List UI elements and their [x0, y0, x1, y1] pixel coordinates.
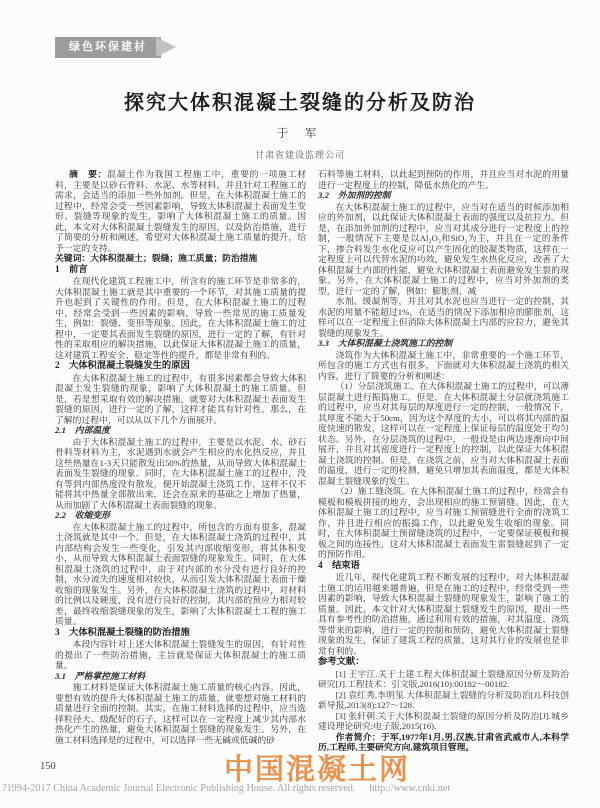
subsection-heading: 3.1 严格掌控施工材料 — [55, 670, 146, 681]
reference-item: [2] 袁红秀,李明玺.大体积混凝土裂缝的分析及防治[J].科技创新导报,2013(8):127～128. — [318, 689, 569, 710]
body-paragraph: 在大体积混凝土施工的过程中，有很多因素都会导致大体积混凝土发生裂缝的现象，影响了大体积混凝土的施工质量。但是，若是想采取有效的解决措施，就要对大体积混凝土表面发生裂缝的原因，进行一定的了解，这样才能具有针对性。那么，在了解的过程中，可以从以下几个方面展开。 — [55, 372, 306, 425]
keywords-label: 关键词： — [55, 253, 91, 263]
body-paragraph: 本段内容针对上述大体积混凝土裂缝发生的原因，有针对性的提出了一些防治措施，主旨就是保证大体积混凝土的施工质量。 — [55, 639, 306, 670]
author-bio: 作者简介：于军,1977年1月,男,汉族,甘肃省武威市人,本科学历,工程师,主要研究方向,建筑项目管理。 — [318, 731, 569, 752]
tag-arrow-icon — [156, 37, 176, 57]
body-paragraph: （1）分层浇筑施工。在大体积混凝土施工的过程中，可以薄层混凝土进行振捣施工。但是，在大体积混凝土分层就浇筑施工的过程中，应当对其每层的厚度进行一定的控制，一般情况下，其厚度不能大于50cm，因为这个厚度的大小，可以将其内部的温度快速的散发，这样可以在一定程度上保证每层的温度处于均匀状态。另外，在分层浇筑的过程中，一般设是由两边逐渐向中间展开，并且对其密度进行一定程度上的控制，以此保证大体积混凝土浇筑的控制。但是，在浇筑之前，应当对大体积混凝土表面的温度，进行一定的检测，避免只增加其表面温度，都是大体积混凝土裂缝现象的发生。 — [318, 381, 569, 486]
page-title: 探究大体积混凝土裂缝的分析及防治 — [124, 92, 476, 114]
section-heading: 3 大体积混凝土裂缝的防治措施 — [55, 627, 190, 638]
subsection-heading: 3.2 外加剂的控制 — [318, 190, 391, 200]
body-paragraph: 在大体积混凝土施工的过程中，所包含的方面有很多，混凝土浇筑就是其中一个。但是，在大体积混凝土浇筑的过程中，其内部结构会发生一些变化，引发其内部收缩变形，将其体积变小，从而导致大体积混凝土表面裂缝的现象发生。同时，在大体积混凝土浇筑的过程中，由于对内部的水分没有进行良好的控制，水分流失的速度相对较快，从而引发大体积混凝土表面干燥收缩的现象发生。另外，在大体积混凝土浇筑的过程中，对材料的比例以及硬度，没有进行良好的控制，其内部的预应力相对较差，最终收缩裂缝现象的发生，影响了大体积混凝土工程的施工质量。 — [55, 521, 306, 626]
copyright-text: ?1994-2017 China Academic Journal Electronic Publishing House. All rights reserved. — [2, 783, 356, 794]
keywords: 关键词：大体积混凝土；裂缝；施工质量；防治措施 — [55, 253, 258, 263]
body-paragraph: 由于大体积混凝土施工的过程中，主要是以水泥、水、砂石骨料等材料为主，水泥遇到水就会产生相应的水化热反应，并且这些热量在1-3天只能散发出50%的热量，从而导致大体积混凝土表面发生裂缝的现象。同时，在大体积混凝土施工的过程中，没有等到内部热度没有散发，便开始混凝土浇筑工作，这样不仅不能将其中热量全部散出来，还会在原来的基础之上增加了热量，从而加剧了大体积混凝土表面裂缝的现象。 — [55, 436, 306, 510]
bio-label: 作者简介： — [335, 731, 381, 742]
body-paragraph: 浇筑作为大体积混凝土施工中，非常重要的一个施工环节，所包含的施工方式也有很多，下面就对大体积混凝土浇筑的相关内容，进行了简要的分析和阐述： — [318, 349, 569, 381]
body-paragraph: 近几年，现代化建筑工程不断发展的过程中，对大体积混凝土施工的运用越来越普遍，但是在施工的过程中，经常受到一些因素的影响，导致大体积混凝土裂缝的现象发生，影响了施工的质量。因此，本文针对大体积混凝土裂缝发生的原因，提出一些具有参考性的防治措施，通过利用有效的措施，对其温度、浇筑等带来的影响，进行一定的控制和预防，避免大体积混凝土裂缝现象的发生，保证了建筑工程的质量，这对其行业的发展也是非常有利的。 — [318, 572, 569, 656]
author-name: 于 军 — [276, 128, 324, 140]
section-heading: 1 前言 — [55, 264, 88, 275]
body-paragraph: 水剂、缓凝剂等，并且对其水泥也应当进行一定的控制，其水泥的用量不能超过1%，在适当的情况下添加相应的膨胀剂，这样可以在一定程度上但消除大体积混凝土内部的应拉力，避免其裂缝的现象发生。 — [318, 296, 569, 338]
body-paragraph: 施工材料是保证大体积混凝土施工质量的核心内容。因此，要想有效的提升大体积混凝土施工的质量，就要想对施工材料的质量进行全面的控制。其实，在施工材料选择的过程中，应当选择粒径大、级配好的石子，这样可以在一定程度上减少其内部水热化产生的热量，避免大体积混凝土裂缝的现象发生。另外，在施工材料选择是的过程中，可以选择一些无碱或低碱的砂 — [55, 682, 306, 745]
body-paragraph: 在大体积混凝土施工的过程中，应当对在适当的时候添加相应的外加剂，以此保证大体积混凝土表面的强度以及抗拉力。但是，在添加外加剂的过程中，应当对其成分进行一定程度上的控制，一般情况下主要是以Al₂O₃和SiO₂为主，并且在一定的条件下，掺合料发生水化反应可以产生固化的胶凝类物质，这样在一定程度上可以代替水泥的功效，避免发生水热化反应，改善了大体积混凝土内部的性能，避免大体积混凝土表面避免发生裂的现象。另外，在大体积混凝土施工的过程中，应当对外加剂的类型，进行一定的了解，例如：膨胀剂、减 — [318, 201, 569, 296]
section-heading: 4 结束语 — [318, 560, 360, 571]
category-tag: 绿色环保建材 — [55, 37, 161, 58]
body-paragraph: 在现代化建筑工程施工中，所含有的施工环节是非常多的，大体积混凝土施工就是其中重要的一个环节，对其施工质量的提升也起到了关键性的作用。但是，在大体积混凝土施工的过程中，经常会受到一些因素的影响，导致一些常见的施工质量发生，例如：裂缝、变形等现象。因此，在大体积混凝土施工的过程中，一定要其表面发生裂缝的原因，进行一定的了解，有针对性的采取相应的解决措施，以此保证大体积混凝土施工的质量，这对建筑工程安全、稳定等性的提升，都是非常有利的。 — [55, 276, 306, 360]
abstract-label: 摘 要： — [69, 169, 108, 179]
article-body — [55, 169, 569, 753]
text-column-left — [55, 169, 306, 753]
footer-copyright — [2, 783, 598, 794]
text-column-right — [318, 169, 569, 753]
subsection-heading: 3.3 大体积混凝土浇筑施工的控制 — [318, 338, 453, 348]
subsection-heading: 2.2 收缩变形 — [55, 510, 110, 520]
subsection-heading: 2.1 内部温度 — [55, 425, 110, 435]
section-heading: 2 大体积混凝土裂缝发生的原因 — [55, 361, 190, 371]
copyright-url: http://www.cnki.net — [369, 783, 451, 794]
reference-item: [1] 王宇江.关于土建工程大体积混凝土裂缝原因分析及防治研究[J].工程技术：引文版,2016(10):00182～00182. — [318, 668, 569, 689]
section-heading: 参考文献： — [318, 657, 365, 667]
reference-item: [3] 张轩朝.关于大体积混凝土裂缝的原因分析及防治[J].城乡建设理论研究:电子版,2015(16). — [318, 710, 569, 731]
page-number: 150 — [40, 761, 56, 772]
author-affiliation: 甘肃省建设监理公司 — [254, 150, 345, 160]
body-paragraph: （2）施工缝浇筑。在大体积混凝土施工的过程中，经常会有模板和模板拼接的地方，会出现相应的施工预留缝。因此，在大体积混凝土施工的过程中，应当对施工预留缝进行全面的浇筑工作，并且进行相应的振捣工作，以此避免发生收缩的现象。同时，在大体积混凝土预留缝浇筑的过程中，一定要保证模板和模板之间的连接性，这对大体积混凝土表面发生雷裂缝起到了一定的预防作用。 — [318, 486, 569, 559]
watermark: 中国混凝土网 — [224, 754, 411, 786]
body-paragraph: 石料等施工材料，以此起到预防的作用，并且应当对水泥的用量进行一定程度上的控制，降低水热化的产生。 — [318, 169, 569, 190]
abstract: 摘 要：混凝土作为我国工程施工中，重要的一项施工材料，主要是以砂石骨料、水泥、水等材料，并且针对工程施工的需求，会适当的添加一些外加剂。但是，在大体积混凝土施工的过程中，经常会受一些因素影响，导致大体积混凝土表面发生变形、裂缝等现象的发生，影响了大体积混凝土施工的质量。因此，本文对大体积混凝土裂缝发生的原因，以及防治措施，进行了简要的分析和阐述，希望对大体积混凝土施工质量的提升，给予一定的支持。 — [55, 169, 306, 253]
